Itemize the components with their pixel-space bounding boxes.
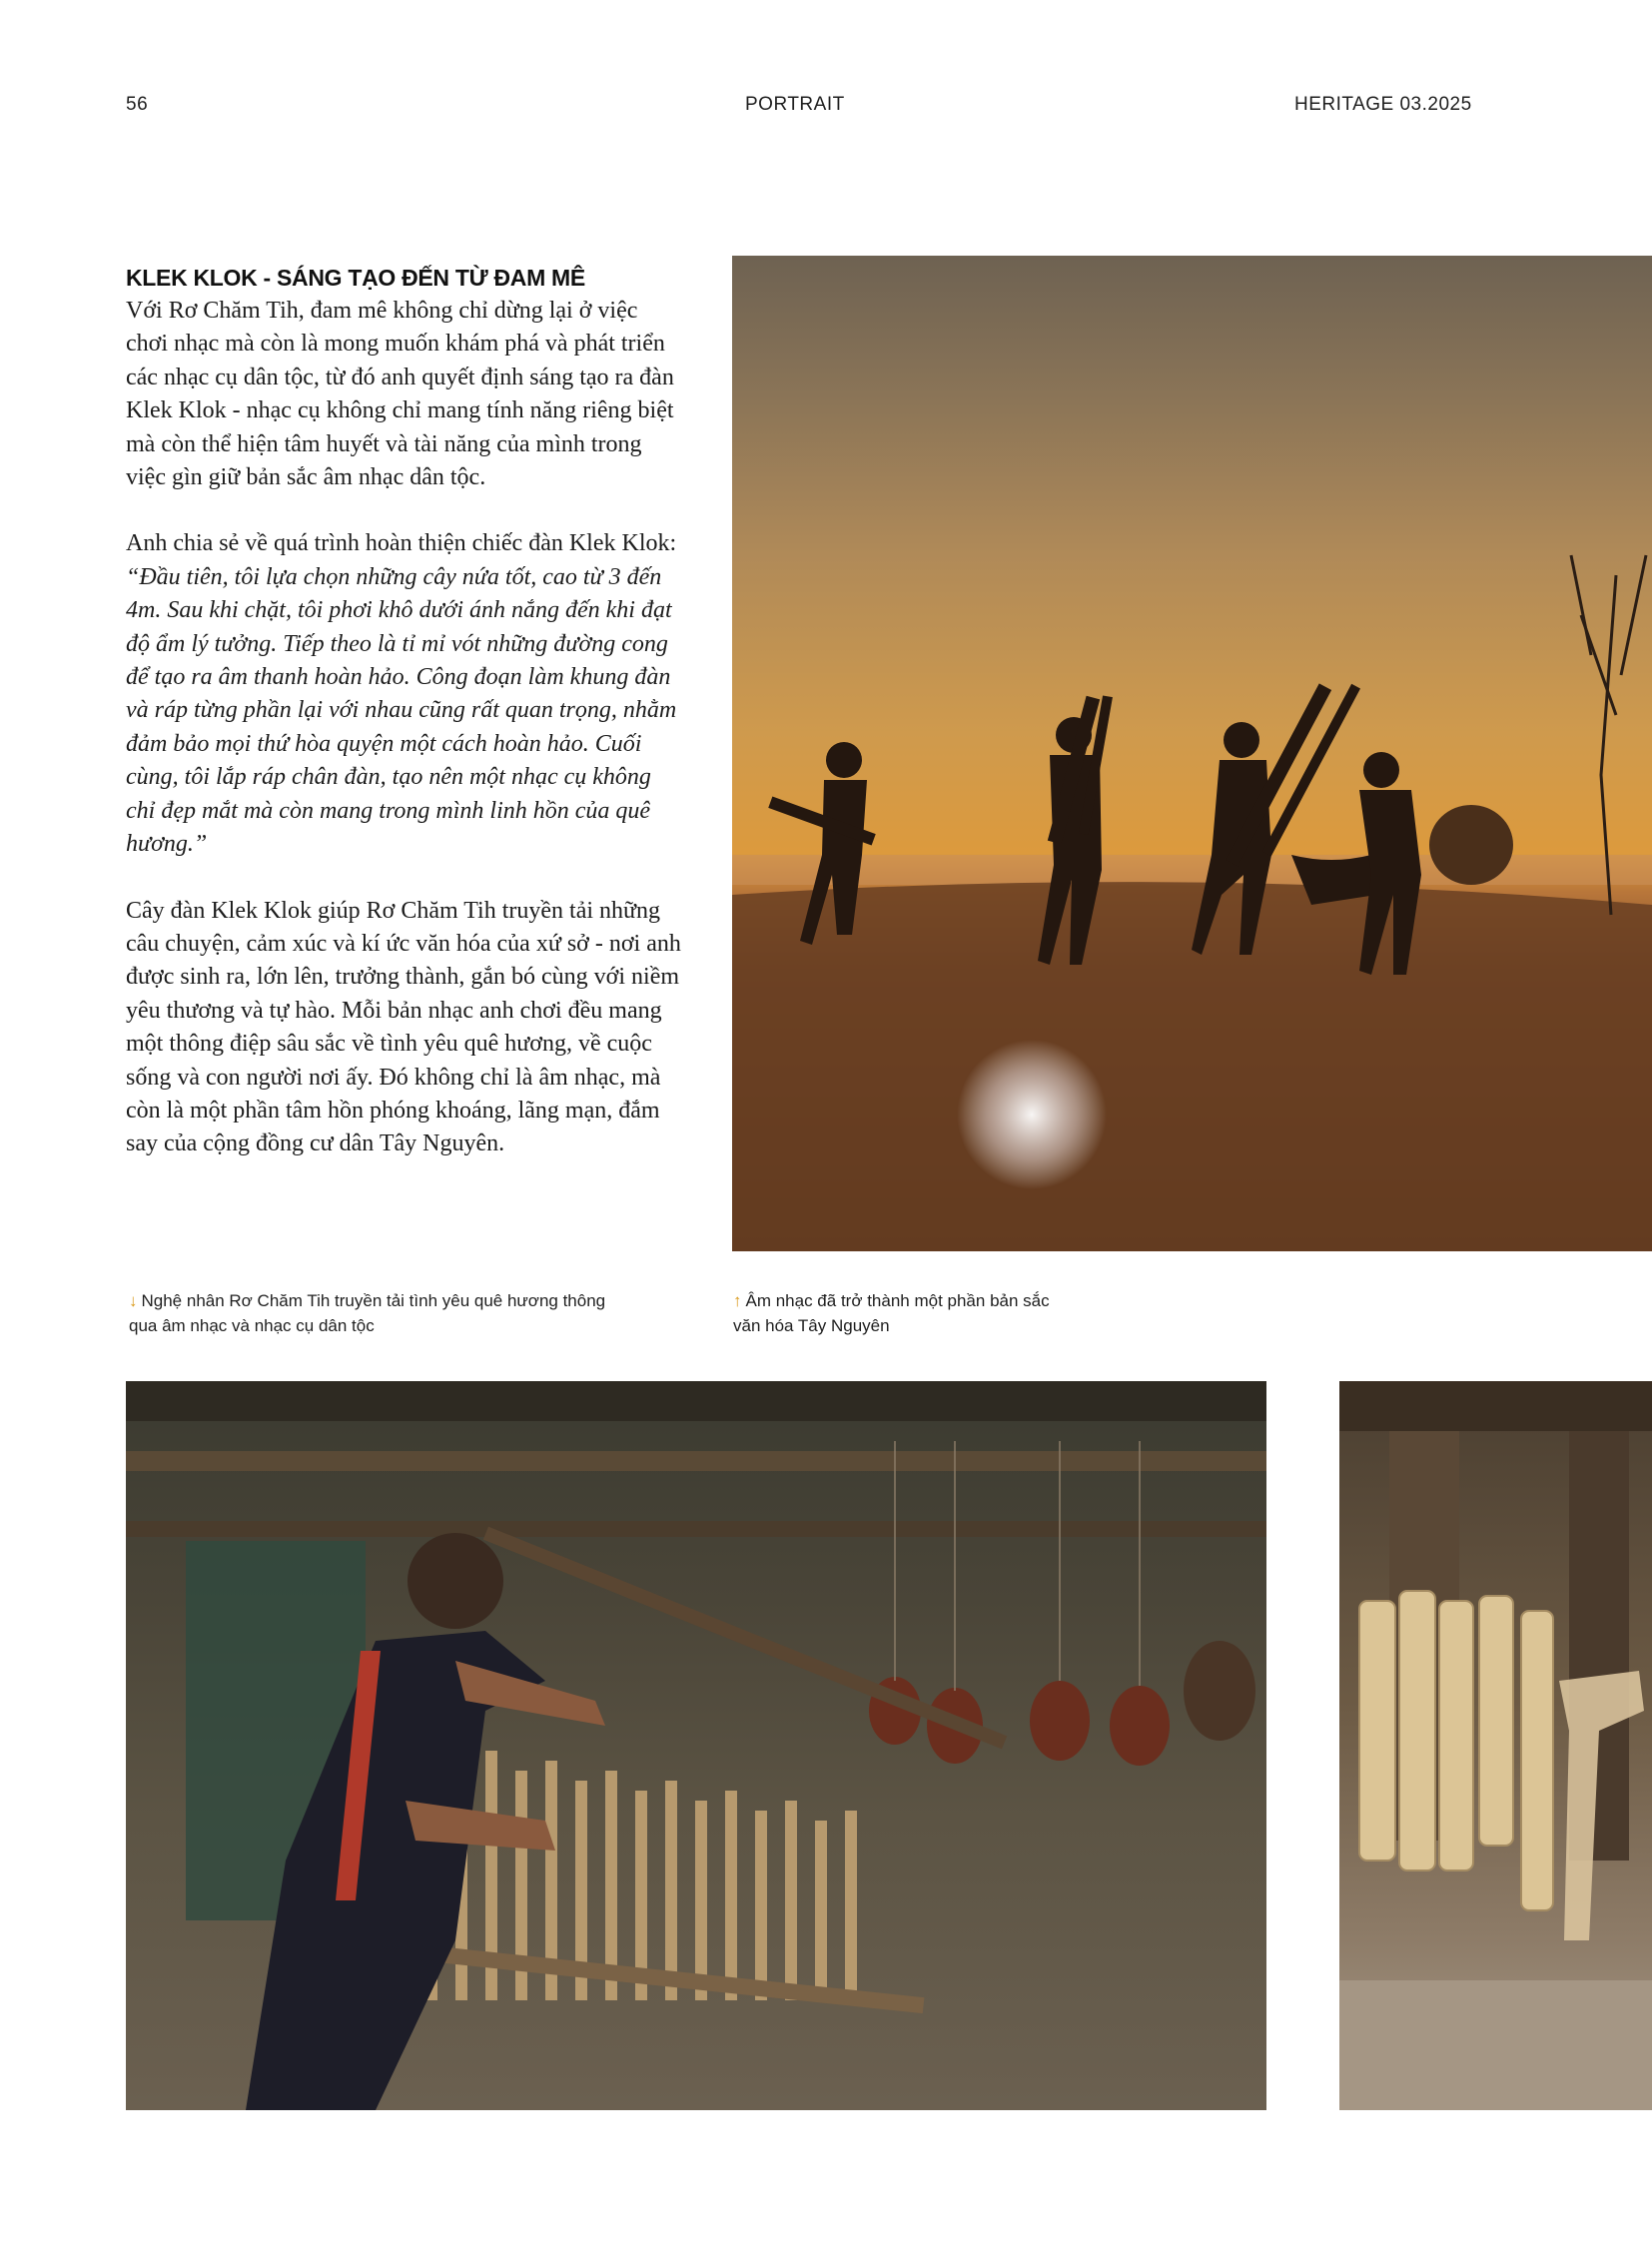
sunset-performance-photo (732, 256, 1652, 1251)
article-paragraph-1: Với Rơ Chăm Tih, đam mê không chỉ dừng lại ở việc chơi nhạc mà còn là mong muốn khám phá và phát triển các nhạc cụ dân tộc, từ đó anh quyết định sáng tạo ra đàn Klek Klok - nhạc cụ không chỉ mang tính năng riêng biệt mà còn thể hiện tâm huyết và tài năng của mình trong việc gìn giữ bản sắc âm nhạc dân tộc. (126, 298, 674, 491)
article-paragraph-2 (126, 527, 685, 861)
bamboo-tubes-photo (1339, 1381, 1652, 2110)
caption-workshop (129, 1288, 628, 1338)
article-heading: KLEK KLOK - SÁNG TẠO ĐẾN TỪ ĐAM MÊ (126, 265, 585, 291)
section-label: PORTRAIT (745, 94, 845, 115)
quote-intro: Anh chia sẻ về quá trình hoàn thiện chiếc đàn Klek Klok: (126, 530, 677, 557)
bamboo-scene-illustration (1339, 1381, 1652, 2110)
issue-label: HERITAGE 03.2025 (1294, 94, 1472, 115)
workshop-scene-illustration (126, 1381, 1266, 2110)
caption-workshop-text: Nghệ nhân Rơ Chăm Tih truyền tải tình yêu quê hương thông qua âm nhạc và nhạc cụ dân tộc (129, 1291, 606, 1335)
artisan-quote: “Đầu tiên, tôi lựa chọn những cây nứa tốt, cao từ 3 đến 4m. Sau khi chặt, tôi phơi khô dưới ánh nắng đến khi đạt độ ẩm lý tưởng. Tiếp theo là tỉ mỉ vót những đường cong để tạo ra âm thanh hoàn hảo. Công đoạn làm khung đàn và ráp từng phần lại với nhau cũng rất quan trọng, nhằm đảm bảo mọi thứ hòa quyện một cách hoàn hảo. Cuối cùng, tôi lắp ráp chân đàn, tạo nên một nhạc cụ không chỉ đẹp mắt mà còn mang trong mình linh hồn của quê hương.” (126, 563, 677, 858)
caption-sunset-text: Âm nhạc đã trở thành một phần bản sắc văn hóa Tây Nguyên (733, 1291, 1050, 1335)
article-body (126, 262, 685, 1194)
arrow-down-icon: ↓ (129, 1291, 138, 1310)
caption-sunset (733, 1288, 1063, 1338)
page-number: 56 (126, 94, 149, 115)
arrow-up-icon: ↑ (733, 1291, 742, 1310)
artisan-workshop-photo (126, 1381, 1266, 2110)
sunset-scene-illustration (732, 256, 1652, 1251)
article-paragraph-3: Cây đàn Klek Klok giúp Rơ Chăm Tih truyền tải những câu chuyện, cảm xúc và kí ức văn hóa của xứ sở - nơi anh được sinh ra, lớn lên, trưởng thành, gắn bó cùng với niềm yêu thương và tự hào. Mỗi bản nhạc anh chơi đều mang một thông điệp sâu sắc về tình yêu quê hương, về cuộc sống và con người nơi ấy. Đó không chỉ là âm nhạc, mà còn là một phần tâm hồn phóng khoáng, lãng mạn, đắm say của cộng đồng cư dân Tây Nguyên. (126, 897, 681, 1157)
